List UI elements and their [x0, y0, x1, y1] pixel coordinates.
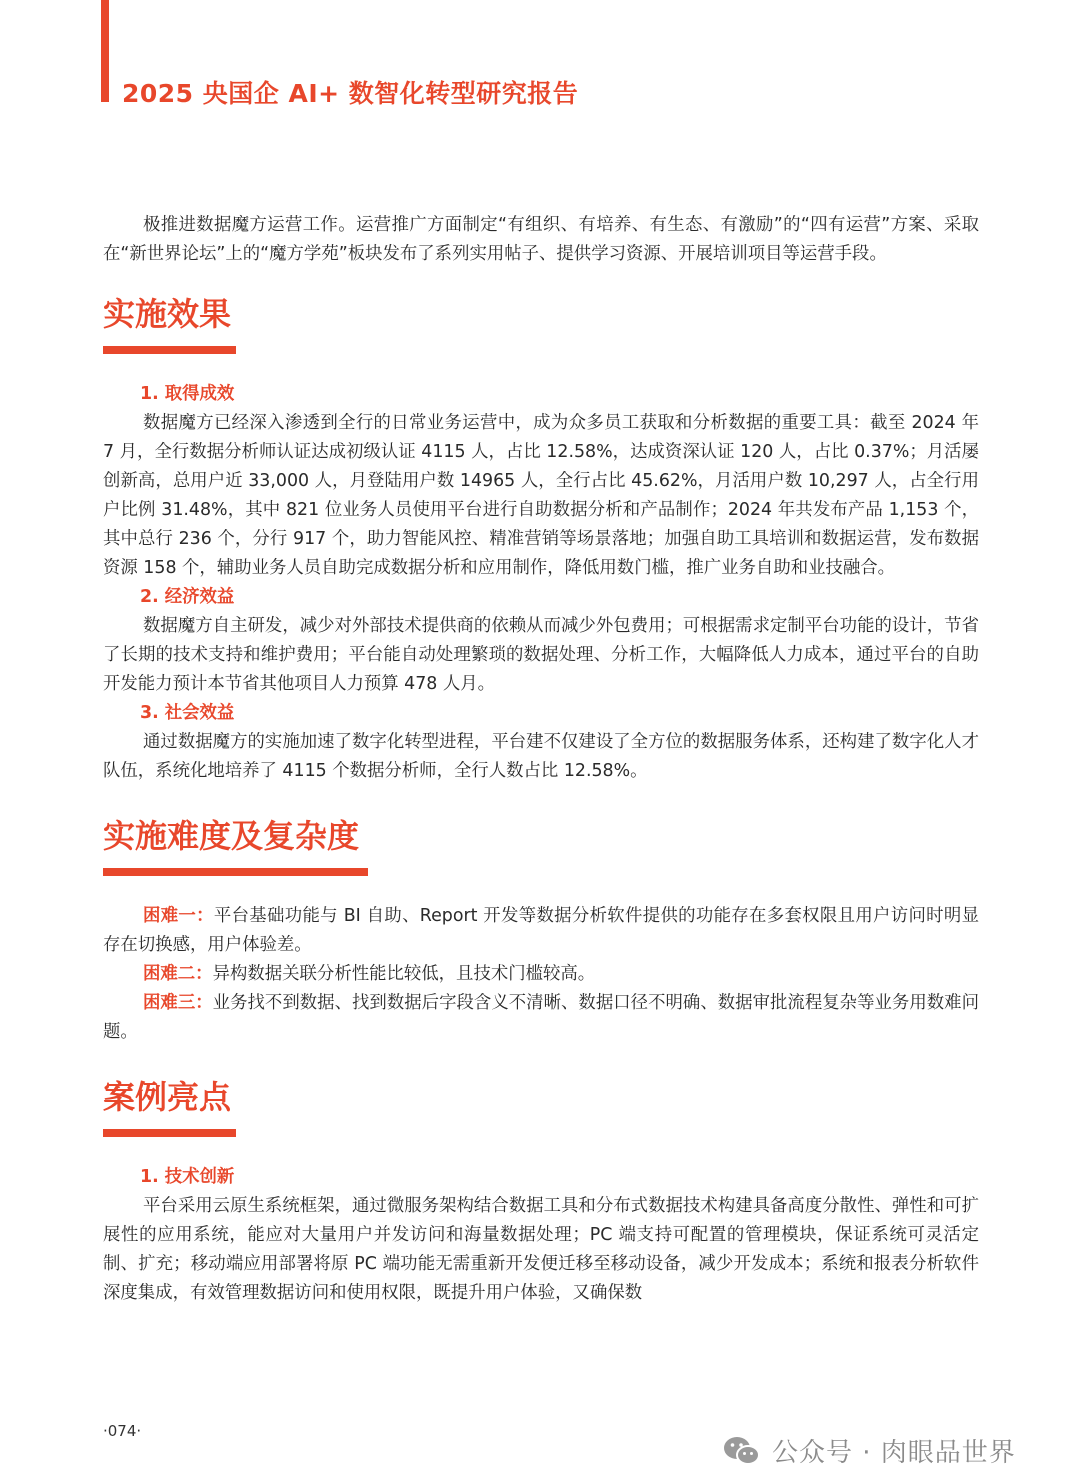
section-effect	[103, 295, 979, 786]
subsection-title: 3. 社会效益	[140, 703, 235, 723]
header-accent-bar	[101, 0, 109, 102]
difficulty-text: 异构数据关联分析性能比较低，且技术门槛较高。	[212, 964, 596, 984]
report-title: 2025 央国企 AI+ 数智化转型研究报告	[122, 79, 579, 108]
subsection-title: 1. 技术创新	[140, 1167, 235, 1187]
subsection-paragraph: 数据魔方自主研发，减少对外部技术提供商的依赖从而减少外包费用；可根据需求定制平台功能的设计，节省了长期的技术支持和维护费用；平台能自动处理繁琐的数据处理、分析工作，大幅降低人力成本，通过平台的自助开发能力预计本节省其他项目人力预算 478 人月。	[103, 616, 979, 694]
section-title-effect: 实施效果	[103, 295, 232, 333]
wechat-icon	[722, 1434, 762, 1468]
subsection-paragraph: 通过数据魔方的实施加速了数字化转型进程，平台建不仅建设了全方位的数据服务体系，还构建了数字化人才队伍，系统化地培养了 4115 个数据分析师，全行人数占比 12.58%。	[103, 732, 979, 781]
difficulty-text: 平台基础功能与 BI 自助、Report 开发等数据分析软件提供的功能存在多套权限且用户访问时明显存在切换感，用户体验差。	[103, 906, 979, 955]
page-number: ·074·	[103, 1422, 142, 1440]
subsection-paragraph: 数据魔方已经深入渗透到全行的日常业务运营中，成为众多员工获取和分析数据的重要工具：截至 2024 年 7 月，全行数据分析师认证达成初级认证 4115 人，占比 12.58%，达成资深认证 120 人，占比 0.37%；月活屡创新高，总用户近 33,000 人，月登陆用户数 14965 人，全行占比 45.62%，月活用户数 10,297 人，占全行用户比例 31.48%，其中 821 位业务人员使用平台进行自助数据分析和产品制作；2024 年共发布产品 1,153 个，其中总行 236 个，分行 917 个，助力智能风控、精准营销等场景落地；加强自助工具培训和数据运营，发布数据资源 158 个，辅助业务人员自助完成数据分析和应用制作，降低用数门槛，推广业务自助和业技融合。	[103, 413, 979, 578]
section-difficulty	[103, 817, 979, 1047]
section-title-difficulty: 实施难度及复杂度	[103, 817, 360, 855]
subsection-paragraph: 平台采用云原生系统框架，通过微服务架构结合数据工具和分布式数据技术构建具备高度分散性、弹性和可扩展性的应用系统，能应对大量用户并发访问和海量数据处理；PC 端支持可配置的管理模块，保证系统可灵活定制、扩充；移动端应用部署将原 PC 端功能无需重新开发便迁移至移动设备，减少开发成本；系统和报表分析软件深度集成，有效管理数据访问和使用权限，既提升用户体验，又确保数	[103, 1196, 979, 1303]
difficulty-label: 困难一：	[143, 906, 214, 926]
difficulty-item	[103, 902, 979, 960]
watermark-text: 公众号 · 肉眼品世界	[772, 1438, 1016, 1468]
difficulty-text: 业务找不到数据、找到数据后字段含义不清晰、数据口径不明确、数据审批流程复杂等业务用数难问题。	[103, 993, 979, 1042]
difficulty-item	[103, 960, 979, 989]
section-rule	[103, 1129, 236, 1137]
intro-paragraph: 极推进数据魔方运营工作。运营推广方面制定“有组织、有培养、有生态、有激励”的“四有运营”方案、采取在“新世界论坛”上的“魔方学苑”板块发布了系列实用帖子、提供学习资源、开展培训项目等运营手段。	[103, 215, 979, 264]
section-rule	[103, 346, 236, 354]
difficulty-label: 困难三：	[143, 993, 213, 1013]
subsection-title: 1. 取得成效	[140, 384, 235, 404]
difficulty-label: 困难二：	[143, 964, 213, 984]
section-highlights	[103, 1078, 979, 1308]
difficulty-item	[103, 989, 979, 1047]
section-title-highlights: 案例亮点	[103, 1078, 232, 1116]
watermark	[722, 1432, 1016, 1469]
page-content	[103, 211, 979, 1308]
section-rule	[103, 868, 368, 876]
subsection-title: 2. 经济效益	[140, 587, 235, 607]
